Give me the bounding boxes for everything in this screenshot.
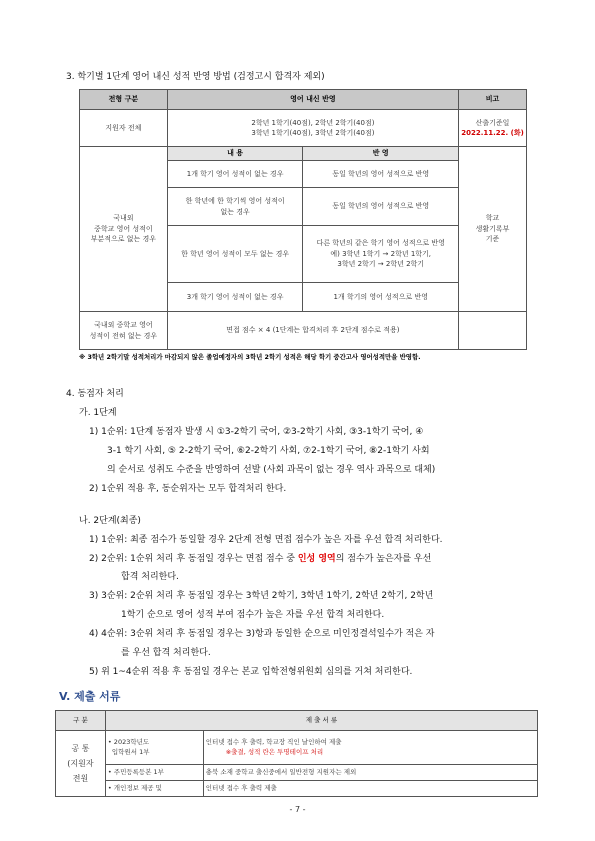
b-item-5: 5) 위 1~4순위 적용 후 동점일 경우는 본교 입학전형위원회 심의를 거쳐 처리한다. bbox=[89, 667, 413, 677]
docs-category bbox=[56, 731, 106, 797]
docs-row-desc-note: ※출결, 성적 란은 투명테이프 처리 bbox=[225, 747, 324, 756]
row2-note-line: 생활기록부 bbox=[475, 224, 510, 233]
english-grade-table bbox=[79, 89, 527, 350]
docs-row-desc: 인터넷 접수 후 출력 제출 bbox=[203, 781, 537, 797]
documents-table bbox=[55, 710, 538, 797]
a-item-1-line3: 의 순서로 성취도 수준을 반영하여 선발 (사회 과목이 없는 경우 역사 과목으로 대체) bbox=[107, 465, 436, 475]
b-item-2-pre: 2) 2순위: 1순위 처리 후 동점일 경우는 면접 점수 중 bbox=[89, 554, 298, 564]
b-item-1: 1) 1순위: 최종 점수가 동일할 경우 2단계 전형 면접 점수가 높은 자를 우선 합격 처리한다. bbox=[89, 535, 443, 545]
b-item-2-highlight: 인성 영역 bbox=[297, 554, 336, 564]
b-item-2-post: 의 점수가 높은자를 우선 bbox=[335, 554, 432, 564]
sub-row-reflect: 1개 학기의 영어 성적으로 반영 bbox=[303, 283, 459, 312]
section3-title: 3. 학기별 1단계 영어 내신 성적 반영 방법 (검정고시 합격자 제외) bbox=[66, 72, 325, 82]
row1-content bbox=[167, 110, 458, 147]
section5-title: V. 제출 서류 bbox=[59, 690, 121, 703]
row2-category-line: 국내외 bbox=[113, 214, 134, 223]
sub-row-content: 3개 학기 영어 성적이 없는 경우 bbox=[167, 283, 303, 312]
b-item-2-line2: 합격 처리한다. bbox=[121, 572, 179, 582]
docs-th-category: 구 분 bbox=[56, 711, 106, 731]
docs-row-doc: • 주민등록등본 1부 bbox=[105, 765, 203, 781]
docs-category-line: 공 통 bbox=[71, 743, 90, 753]
th-reflect: 영어 내신 반영 bbox=[167, 90, 458, 110]
sub-row-reflect-line: 예) 3학년 1학기 → 2학년 1학기, bbox=[330, 249, 432, 258]
b-item-3-line1: 3) 3순위: 2순위 처리 후 동점일 경우는 3학년 2학기, 3학년 1학기, 2학년 2학기, 2학년 bbox=[89, 591, 434, 601]
sub-th-content: 내 용 bbox=[167, 147, 303, 161]
docs-row-doc bbox=[105, 731, 203, 765]
section4-title: 4. 동점자 처리 bbox=[66, 389, 124, 399]
th-note: 비고 bbox=[459, 90, 527, 110]
row3-content: 면접 점수 × 4 (1단계는 합격처리 후 2단계 점수로 적용) bbox=[167, 312, 458, 350]
docs-row-doc-line: 입학원서 1부 bbox=[111, 747, 150, 756]
sub-th-reflect: 반 영 bbox=[303, 147, 459, 161]
row2-note-line: 기준 bbox=[485, 235, 500, 244]
section4-sub-b: 나. 2단계(최종) bbox=[79, 516, 141, 526]
row2-category-line: 중학교 영어 성적이 bbox=[94, 224, 153, 233]
docs-category-line: (지원자 bbox=[67, 758, 94, 768]
row2-note-line: 학교 bbox=[485, 214, 500, 223]
page-number: - 7 - bbox=[289, 805, 306, 814]
row1-line1: 2학년 1학기(40점), 2학년 2학기(40점) bbox=[251, 118, 375, 127]
docs-th-docs: 제 출 서 류 bbox=[105, 711, 537, 731]
row1-category: 지원자 전체 bbox=[80, 110, 168, 147]
b-item-4-line1: 4) 4순위: 3순위 처리 후 동점일 경우는 3)항과 동일한 순으로 미인정결석일수가 적은 자 bbox=[89, 629, 435, 639]
row1-note-date: 2022.11.22. (화) bbox=[461, 129, 524, 137]
row3-category-line: 성적이 전혀 없는 경우 bbox=[89, 331, 158, 340]
docs-row-desc: 충북 소재 중학교 출신중에서 일반전형 지원자는 제외 bbox=[203, 765, 537, 781]
row1-note-label: 산출기준일 bbox=[475, 118, 510, 127]
th-category: 전형 구분 bbox=[80, 90, 168, 110]
row1-note bbox=[459, 110, 527, 147]
section3-footnote: ※ 3학년 2학기말 성적처리가 마감되지 않은 졸업예정자의 3학년 2학기 성적은 해당 학기 중간고사 영어성적만을 반영함. bbox=[79, 353, 421, 361]
sub-row-reflect-line: 3학년 2학기 → 2학년 2학기 bbox=[337, 260, 425, 269]
docs-category-line: 전원 bbox=[72, 774, 89, 784]
row2-category bbox=[80, 147, 168, 312]
sub-row-content bbox=[167, 188, 303, 226]
sub-row-reflect-line: 다른 학년의 같은 학기 영어 성적으로 반영 bbox=[316, 239, 445, 248]
b-item-4-line2: 를 우선 합격 처리한다. bbox=[121, 648, 211, 658]
sub-row-content: 한 학년 영어 성적이 모두 없는 경우 bbox=[167, 226, 303, 283]
docs-row-doc-line: • 2023학년도 bbox=[107, 737, 150, 746]
row3-category bbox=[80, 312, 168, 350]
sub-row-reflect bbox=[303, 226, 459, 283]
a-item-1-line2: 3-1 학기 사회, ⑤ 2-2학기 국어, ⑥2-2학기 사회, ⑦2-1학기 국어, ⑧2-1학기 사회 bbox=[107, 446, 430, 456]
a-item-2: 2) 1순위 적용 후, 동순위자는 모두 합격처리 한다. bbox=[89, 484, 287, 494]
a-item-1-line1: 1) 1순위: 1단계 동점자 발생 시 ①3-2학기 국어, ②3-2학기 사회, ③3-1학기 국어, ④ bbox=[89, 427, 424, 437]
sub-row-content: 1개 학기 영어 성적이 없는 경우 bbox=[167, 161, 303, 188]
section4-sub-a: 가. 1단계 bbox=[79, 408, 117, 418]
row3-category-line: 국내외 중학교 영어 bbox=[94, 321, 153, 329]
sub-row-content-line: 한 학년에 한 학기씩 영어 성적이 bbox=[185, 197, 285, 205]
sub-row-reflect: 동일 학년의 영어 성적으로 반영 bbox=[303, 161, 459, 188]
row3-note bbox=[459, 312, 527, 350]
row2-note bbox=[459, 147, 527, 312]
docs-row-desc-line: 인터넷 접수 후 출력, 학교장 직인 날인하여 제출 bbox=[205, 737, 342, 746]
docs-row-desc bbox=[203, 731, 537, 765]
b-item-3-line2: 1학기 순으로 영어 성적 부여 점수가 높은 자를 우선 합격 처리한다. bbox=[121, 610, 385, 620]
sub-row-reflect: 동일 학년의 영어 성적으로 반영 bbox=[303, 188, 459, 226]
docs-row-doc: • 개인정보 제공 및 bbox=[105, 781, 203, 797]
row1-line2: 3학년 1학기(40점), 3학년 2학기(40점) bbox=[251, 129, 375, 137]
row2-category-line: 부분적으로 없는 경우 bbox=[90, 235, 157, 244]
b-item-2-line1 bbox=[89, 551, 431, 564]
sub-row-content-line: 없는 경우 bbox=[220, 207, 250, 216]
